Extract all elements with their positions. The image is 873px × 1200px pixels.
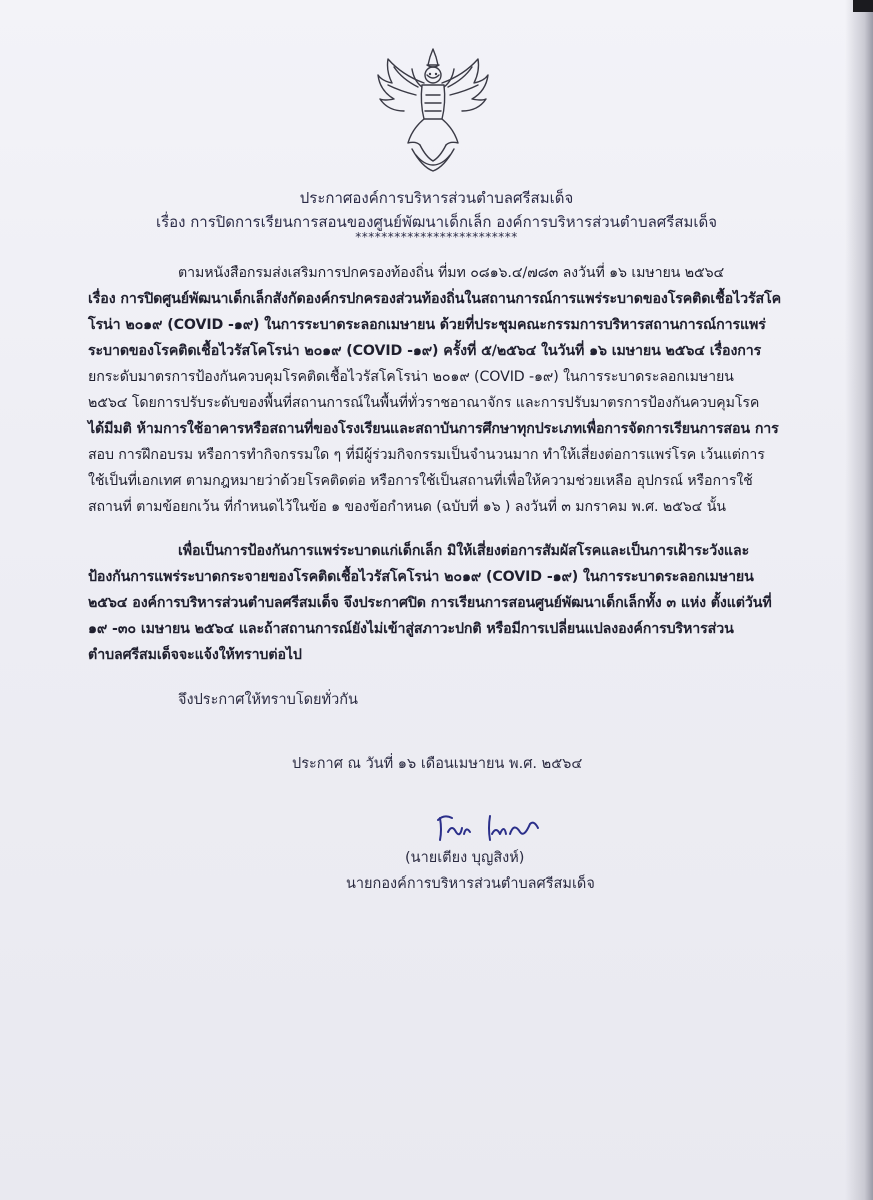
paragraph2-line: ตำบลศรีสมเด็จจะแจ้งให้ทราบต่อไป — [88, 647, 302, 663]
signer-name: (นายเตียง บุญสิงห์) — [405, 850, 525, 866]
paragraph1-line: ตามหนังสือกรมส่งเสริมการปกครองท้องถิ่น ที่มท ๐๘๑๖.๔/๗๘๓ ลงวันที่ ๑๖ เมษายน ๒๕๖๔ — [178, 265, 725, 281]
announcement-date: ประกาศ ณ วันที่ ๑๖ เดือนเมษายน พ.ศ. ๒๕๖๔ — [292, 756, 583, 772]
paragraph1-line: เรื่อง การปิดศูนย์พัฒนาเด็กเล็กสังกัดองค์กรปกครองส่วนท้องถิ่นในสถานการณ์การแพร่ระบาดของโรคติดเชื้อไวรัสโค — [88, 291, 781, 307]
paragraph1-line: สอบ การฝึกอบรม หรือการทำกิจกรรมใด ๆ ที่มีผู้ร่วมกิจกรรมเป็นจำนวนมาก ทำให้เสี่ยงต่อการแพร่โรค เว้นแต่การ — [88, 447, 765, 463]
announcement-title: ประกาศองค์การบริหารส่วนตำบลศรีสมเด็จ — [299, 189, 574, 207]
announcement-subject: เรื่อง การปิดการเรียนการสอนของศูนย์พัฒนาเด็กเล็ก องค์การบริหารส่วนตำบลศรีสมเด็จ — [155, 213, 718, 231]
paragraph1-line: โรน่า ๒๐๑๙ (COVID -๑๙) ในการระบาดระลอกเมษายน ด้วยที่ประชุมคณะกรรมการบริหารสถานการณ์การแพร่ — [88, 317, 766, 333]
paragraph1-line: ๒๕๖๔ โดยการปรับระดับของพื้นที่สถานการณ์ในพื้นที่ทั่วราชอาณาจักร และการปรับมาตรการป้องกันควบคุมโรค — [88, 395, 760, 411]
paragraph1-line: ได้มีมติ ห้ามการใช้อาคารหรือสถานที่ของโรงเรียนและสถาบันการศึกษาทุกประเภทเพื่อการจัดการเรียนการสอน การ — [88, 421, 779, 437]
paragraph1-line: ใช้เป็นที่เอกเทศ ตามกฎหมายว่าด้วยโรคติดต่อ หรือการใช้เป็นสถานที่เพื่อให้ความช่วยเหลือ อุปกรณ์ หรือการใช้ — [88, 473, 753, 489]
signer-position: นายกองค์การบริหารส่วนตำบลศรีสมเด็จ — [346, 876, 595, 892]
closing-statement: จึงประกาศให้ทราบโดยทั่วกัน — [178, 692, 358, 708]
garuda-emblem-icon — [372, 45, 494, 175]
paragraph1-line: ระบาดของโรคติดเชื้อไวรัสโคโรน่า ๒๐๑๙ (COVID -๑๙) ครั้งที่ ๕/๒๕๖๔ ในวันที่ ๑๖ เมษายน ๒๕๖๔ เรื่องการ — [88, 343, 762, 359]
paragraph2-line: ๑๙ -๓๐ เมษายน ๒๕๖๔ และถ้าสถานการณ์ยังไม่เข้าสู่สภาวะปกติ หรือมีการเปลี่ยนแปลงองค์การบริหารส่วน — [88, 621, 734, 637]
paragraph2-line: เพื่อเป็นการป้องกันการแพร่ระบาดแก่เด็กเล็ก มิให้เสี่ยงต่อการสัมผัสโรคและเป็นการเฝ้าระวังและ — [178, 543, 750, 559]
paragraph1-line: ยกระดับมาตรการป้องกันควบคุมโรคติดเชื้อไวรัสโคโรน่า ๒๐๑๙ (COVID -๑๙) ในการระบาดระลอกเมษายน — [88, 369, 734, 385]
paragraph1-line: สถานที่ ตามข้อยกเว้น ที่กำหนดไว้ในข้อ ๑ ของข้อกำหนด (ฉบับที่ ๑๖ ) ลงวันที่ ๓ มกราคม พ.ศ. ๒๕๖๔ นั้น — [88, 499, 726, 515]
paragraph2-line: ป้องกันการแพร่ระบาดกระจายของโรคติดเชื้อไวรัสโคโรน่า ๒๐๑๙ (COVID -๑๙) ในการระบาดระลอกเมษายน — [88, 569, 754, 585]
signature-icon — [434, 810, 544, 846]
title-separator: ************************* — [355, 230, 518, 244]
paragraph2-line: ๒๕๖๔ องค์การบริหารส่วนตำบลศรีสมเด็จ จึงประกาศปิด การเรียนการสอนศูนย์พัฒนาเด็กเล็กทั้ง ๓ แห่ง ตั้งแต่วันที่ — [88, 595, 772, 611]
scan-corner-mark — [853, 0, 873, 12]
paper-edge-shadow — [845, 0, 873, 1200]
